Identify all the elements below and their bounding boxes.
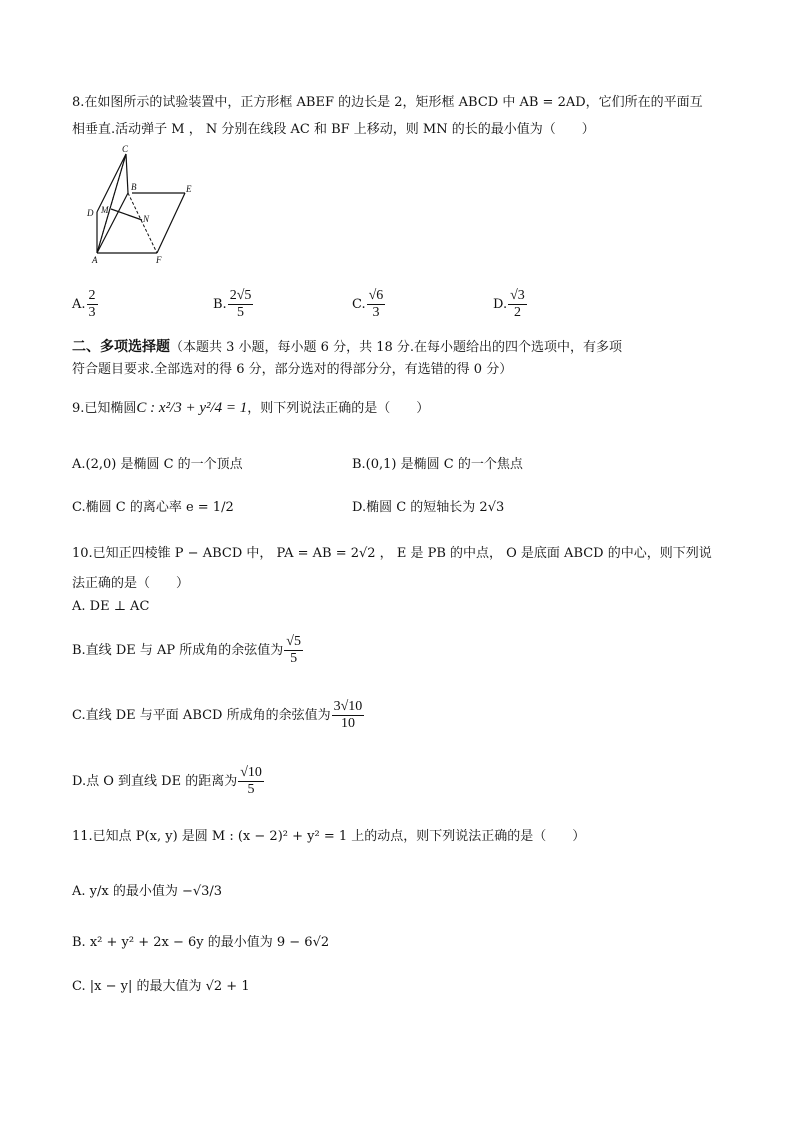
- q10-option-b: B.直线 DE 与 AP 所成角的余弦值为 $\frac{√5}{5}$: [72, 634, 301, 666]
- q10-option-d: D.点 O 到直线 DE 的距离为 $\frac{√10}{5}$: [72, 765, 262, 797]
- q10-line2: 法正确的是（ ）: [72, 576, 190, 591]
- q10-option-a: A. DE ⊥ AC: [72, 599, 150, 614]
- section2-title: 二、多项选择题: [72, 339, 170, 355]
- q10-option-c: C.直线 DE 与平面 ABCD 所成角的余弦值为 $\frac{3√10}{10}$: [72, 699, 363, 731]
- q11-line1: 11.已知点 P(x, y) 是圆 M : (x − 2)² + y² = 1 上的动点，则下列说法正确的是（ ）: [72, 829, 586, 844]
- section2-desc1: （本题共 3 小题，每小题 6 分，共 18 分.在每小题给出的四个选项中，有多项: [170, 340, 623, 355]
- q9-equation: C : x²/3 + y²/4 = 1: [136, 400, 248, 416]
- section2-heading: [72, 338, 622, 357]
- q11-option-a: A. y/x 的最小值为 −√3/3: [72, 884, 223, 899]
- fig-label-b: B: [131, 182, 137, 192]
- q9-option-c: C.椭圆 C 的离心率 e = 1/2: [72, 500, 234, 515]
- fig-label-e: E: [186, 184, 192, 194]
- q8-option-a: A. $\frac{2}{3}$: [72, 288, 96, 320]
- fig-label-m: M: [101, 205, 109, 215]
- q10-line1: 10.已知正四棱锥 P − ABCD 中， PA = AB = 2√2 ， E 是 PB 的中点， O 是底面 ABCD 的中心，则下列说: [72, 546, 712, 561]
- q9-option-d: D.椭圆 C 的短轴长为 2√3: [352, 500, 505, 515]
- fig-label-c: C: [122, 144, 129, 154]
- q8-option-c: C. $\frac{√6}{3}$: [352, 288, 384, 320]
- fig-label-d: D: [87, 208, 94, 218]
- q8-figure: [82, 142, 212, 267]
- fig-label-n: N: [143, 214, 150, 224]
- q11-option-b: B. x² + y² + 2x − 6y 的最小值为 9 − 6√2: [72, 935, 330, 950]
- fig-label-a: A: [92, 255, 98, 265]
- q9-option-b: B.(0,1) 是椭圆 C 的一个焦点: [352, 457, 523, 472]
- q9-stem: 9.已知椭圆C : x²/3 + y²/4 = 1，则下列说法正确的是（ ）: [72, 400, 430, 416]
- q8-line2: 相垂直.活动弹子 M ， N 分别在线段 AC 和 BF 上移动，则 MN 的长的最小值为（ ）: [72, 122, 595, 137]
- q9-option-a: A.(2,0) 是椭圆 C 的一个顶点: [72, 457, 243, 472]
- q8-line1: 8.在如图所示的试验装置中，正方形框 ABEF 的边长是 2，矩形框 ABCD 中 AB = 2AD，它们所在的平面互: [72, 95, 703, 110]
- q8-option-d: D. $\frac{√3}{2}$: [493, 288, 525, 320]
- section2-desc2: 符合题目要求.全部选对的得 6 分，部分选对的得部分分，有选错的得 0 分）: [72, 362, 513, 377]
- q11-option-c: C. |x − y| 的最大值为 √2 + 1: [72, 979, 250, 994]
- q8-option-b: B. $\frac{2√5}{5}$: [213, 288, 252, 320]
- fig-label-f: F: [156, 255, 162, 265]
